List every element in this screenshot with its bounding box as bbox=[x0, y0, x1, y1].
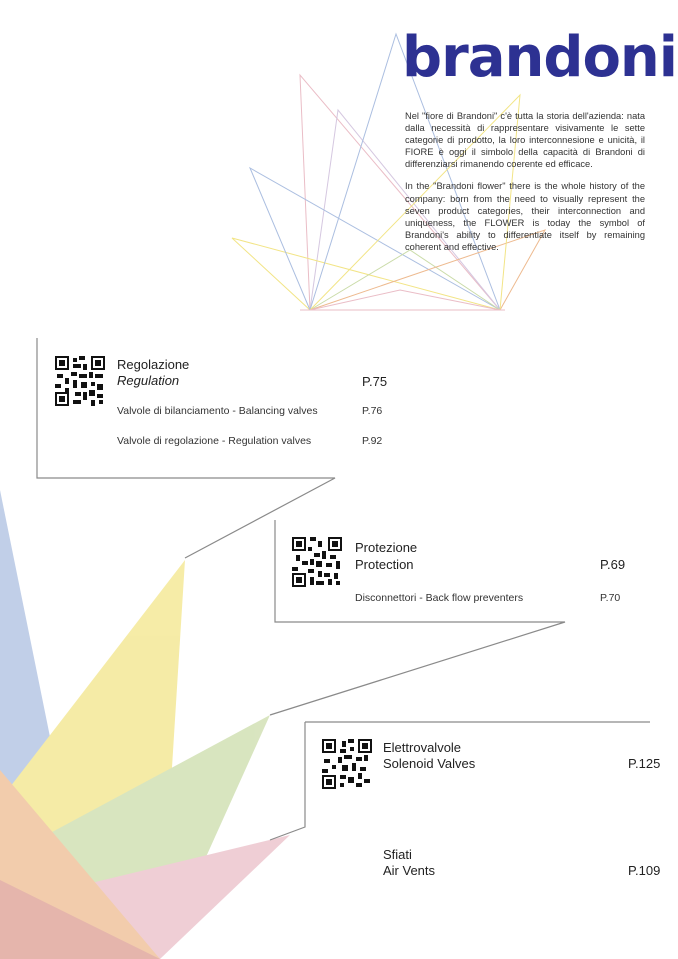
qr-code-icon bbox=[55, 356, 105, 406]
qr-code-icon bbox=[292, 537, 342, 587]
toc-item-label[interactable]: Valvole di regolazione - Regulation valves bbox=[117, 435, 312, 447]
toc-item-page[interactable]: P.92 bbox=[362, 435, 383, 447]
toc-item-label[interactable]: Disconnettori - Back flow preventers bbox=[355, 592, 524, 604]
bottom-flower-petals bbox=[0, 490, 290, 959]
intro-english: In the "Brandoni flower" there is the whole history of the company: born from the need to visually represent the seven product categories, their interconnection and uniqueness, the FLOWER is today the symbol of Brandoni's ability to differentiate itself by remaining coherent and effective. bbox=[405, 181, 645, 252]
section-title-it: Protezione bbox=[355, 540, 418, 555]
intro-text bbox=[405, 110, 645, 263]
toc-item-page[interactable]: P.70 bbox=[600, 592, 621, 604]
section-title-en: Air Vents bbox=[383, 863, 436, 878]
qr-code-icon[interactable] bbox=[292, 537, 342, 587]
section-title-en: Solenoid Valves bbox=[383, 756, 476, 771]
qr-code-icon[interactable] bbox=[322, 739, 372, 789]
section-page[interactable]: P.109 bbox=[628, 863, 661, 878]
intro-italian: Nel "fiore di Brandoni" c'è tutta la storia dell'azienda: nata dalla necessità di rappresentare visivamente le sette categorie di prodotto, la loro interconnesione e unicità, il FIORE è oggi il simbolo della capacità di Brandoni di differenziarsi rimanendo coerente ed efficace. bbox=[405, 111, 645, 170]
qr-code-icon bbox=[322, 739, 372, 789]
section-page[interactable]: P.69 bbox=[600, 557, 626, 572]
section-title-en: Protection bbox=[355, 557, 414, 572]
toc-item-page[interactable]: P.76 bbox=[362, 405, 383, 417]
section-title-it: Regolazione bbox=[117, 357, 190, 372]
section-title-en: Regulation bbox=[117, 373, 180, 388]
qr-code-icon[interactable] bbox=[55, 356, 105, 406]
toc-item-label[interactable]: Valvole di bilanciamento - Balancing valves bbox=[117, 405, 318, 417]
section-page[interactable]: P.75 bbox=[362, 374, 388, 389]
brand-logo: brandoni bbox=[402, 25, 677, 90]
section-title-it: Sfiati bbox=[383, 847, 412, 862]
section-page[interactable]: P.125 bbox=[628, 756, 661, 771]
section-title-it: Elettrovalvole bbox=[383, 740, 462, 755]
